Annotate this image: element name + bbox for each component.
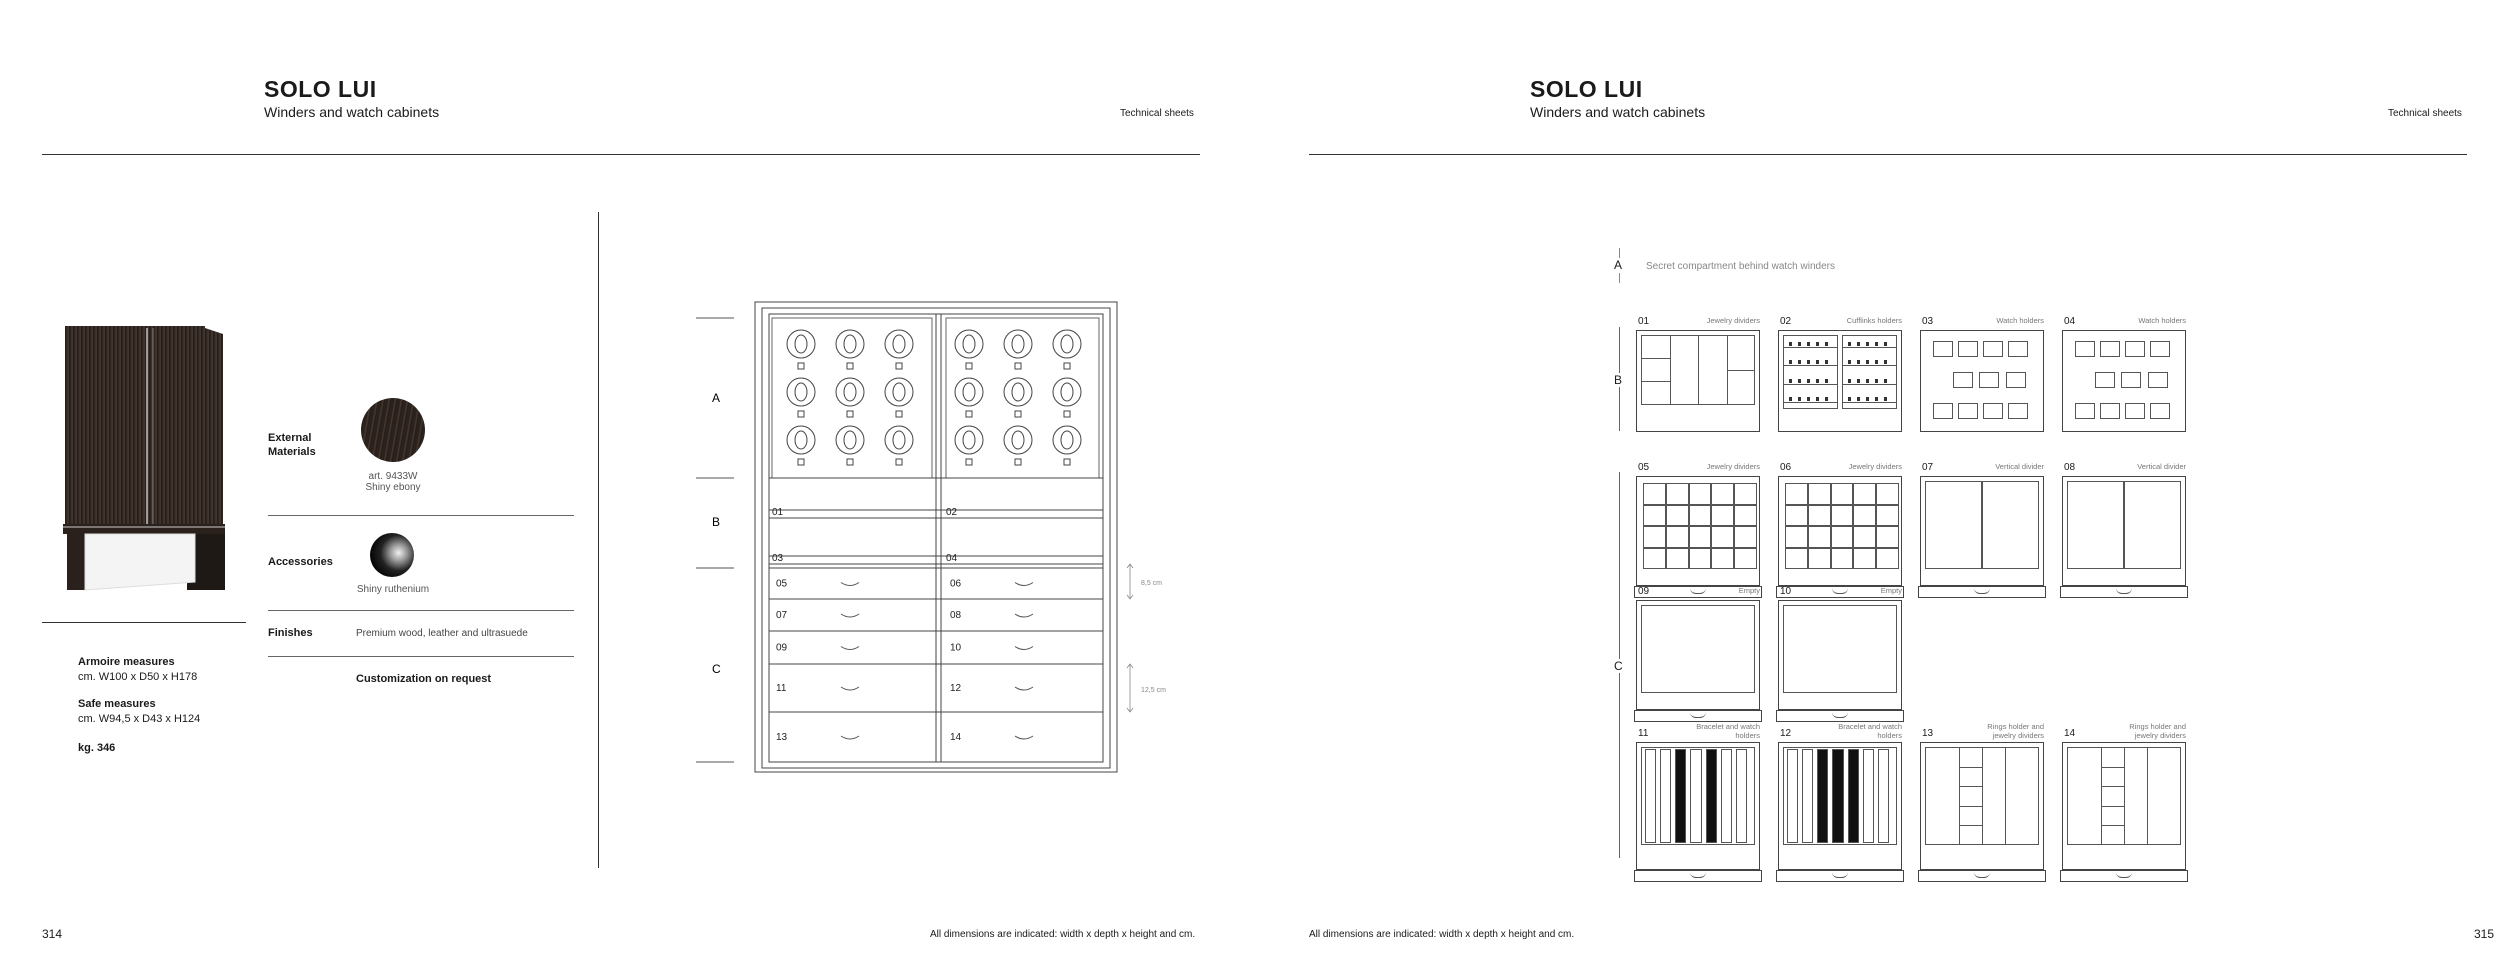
winder-button xyxy=(847,459,853,465)
drawer-label: 03 xyxy=(772,553,784,564)
drawer-label: 09 xyxy=(776,642,788,654)
drawer-handle xyxy=(1015,687,1033,690)
module-number: 12 xyxy=(1780,728,1792,739)
module-number: 02 xyxy=(1780,316,1792,327)
drawer-label: 10 xyxy=(950,642,962,654)
drawer-label: 11 xyxy=(776,683,787,694)
module-number: 10 xyxy=(1780,586,1792,597)
winder-button xyxy=(1015,411,1021,417)
watch-winder xyxy=(1053,378,1081,406)
watch-winder xyxy=(1004,378,1032,406)
winder-cushion xyxy=(893,383,905,401)
watch-winder xyxy=(836,330,864,358)
watch-winder xyxy=(1004,330,1032,358)
left-footer-note: All dimensions are indicated: width x depth x height and cm. xyxy=(930,929,1196,940)
left-page-title: SOLO LUI xyxy=(264,76,377,102)
module-10 xyxy=(1778,586,1902,734)
watch-winder xyxy=(787,378,815,406)
winder-button xyxy=(1015,363,1021,369)
module-name: Vertical divider xyxy=(2137,462,2186,471)
right-section-label: Technical sheets xyxy=(2388,108,2462,119)
winder-cushion xyxy=(893,431,905,449)
winder-button xyxy=(1015,459,1021,465)
elevation-zone-b: B xyxy=(712,515,721,529)
module-08 xyxy=(2062,462,2186,610)
cabinet-elevation xyxy=(690,296,1210,786)
left-header-rule xyxy=(42,154,1200,155)
module-number: 14 xyxy=(2064,728,2076,739)
module-02 xyxy=(1778,316,1902,456)
secret-compartment-text: Secret compartment behind watch winders xyxy=(1646,261,1835,272)
winder-cushion xyxy=(1012,383,1024,401)
spec-divider-1 xyxy=(268,515,574,516)
drawer-handle xyxy=(841,583,859,586)
winder-button xyxy=(896,411,902,417)
module-01 xyxy=(1636,316,1760,456)
module-name: Rings holder and jewelry dividers xyxy=(1987,722,2044,740)
module-name: Watch holders xyxy=(1996,316,2044,325)
drawer-handle xyxy=(1015,614,1033,617)
module-name: Empty xyxy=(1738,586,1760,595)
watch-winder xyxy=(885,330,913,358)
winder-button xyxy=(966,411,972,417)
watch-winder xyxy=(787,426,815,454)
module-number: 06 xyxy=(1780,462,1792,473)
watch-winder xyxy=(885,378,913,406)
right-page-number: 315 xyxy=(2474,927,2495,941)
module-09 xyxy=(1636,586,1760,734)
watch-winder xyxy=(955,378,983,406)
watch-winder xyxy=(836,378,864,406)
module-03 xyxy=(1920,316,2044,456)
photo-divider xyxy=(42,622,246,623)
watch-winder xyxy=(1053,426,1081,454)
module-number: 05 xyxy=(1638,462,1650,473)
drawer-handle xyxy=(1015,647,1033,650)
left-page-number: 314 xyxy=(42,927,63,941)
module-name: Jewelry dividers xyxy=(1848,462,1902,471)
drawer-handle xyxy=(841,614,859,617)
winder-cushion xyxy=(1012,431,1024,449)
drawer-label: 05 xyxy=(776,578,788,590)
left-page-subtitle: Winders and watch cabinets xyxy=(264,104,440,120)
module-number: 07 xyxy=(1922,462,1934,473)
module-name: Bracelet and watch holders xyxy=(1696,722,1760,740)
material-code: art. 9433W xyxy=(368,471,418,482)
left-section-label: Technical sheets xyxy=(1120,108,1194,119)
winder-button xyxy=(798,459,804,465)
winder-cushion xyxy=(795,431,807,449)
winder-cushion xyxy=(963,431,975,449)
winder-cushion xyxy=(795,335,807,353)
ebony-swatch xyxy=(361,398,425,462)
accessory-name: Shiny ruthenium xyxy=(356,584,430,595)
right-page-title: SOLO LUI xyxy=(1530,76,1643,102)
winder-button xyxy=(798,363,804,369)
winder-button xyxy=(847,411,853,417)
winder-cushion xyxy=(844,335,856,353)
elevation-zone-c: C xyxy=(712,662,721,676)
finishes-label: Finishes xyxy=(268,627,313,639)
drawer-label: 07 xyxy=(776,610,788,621)
watch-winder xyxy=(955,330,983,358)
drawer-handle xyxy=(1015,583,1033,586)
module-name: Bracelet and watch holders xyxy=(1838,722,1902,740)
zone-a-tick-bottom xyxy=(1619,273,1620,283)
watch-winder xyxy=(1053,330,1081,358)
module-number: 11 xyxy=(1638,728,1649,739)
accessories-label: Accessories xyxy=(268,556,333,568)
winder-button xyxy=(966,459,972,465)
right-page-subtitle: Winders and watch cabinets xyxy=(1530,104,1706,120)
spec-divider-3 xyxy=(268,656,574,657)
dim-large: 12,5 cm xyxy=(1141,687,1166,694)
winder-cushion xyxy=(844,431,856,449)
drawer-label: 01 xyxy=(772,507,784,518)
module-04 xyxy=(2062,316,2186,456)
right-header-rule xyxy=(1309,154,2467,155)
module-name: Jewelry dividers xyxy=(1706,316,1760,325)
watch-winder xyxy=(1004,426,1032,454)
module-number: 03 xyxy=(1922,316,1934,327)
module-13 xyxy=(1920,722,2044,894)
winder-button xyxy=(798,411,804,417)
module-number: 01 xyxy=(1638,316,1650,327)
module-07 xyxy=(1920,462,2044,610)
drawer-label: 06 xyxy=(950,578,962,590)
module-name: Jewelry dividers xyxy=(1706,462,1760,471)
winder-button xyxy=(896,459,902,465)
winder-button xyxy=(896,363,902,369)
cabinet-photo xyxy=(55,320,235,596)
module-name: Empty xyxy=(1880,586,1902,595)
module-14 xyxy=(2062,722,2186,894)
finishes-value: Premium wood, leather and ultrasuede xyxy=(356,628,528,639)
drawer-label: 08 xyxy=(950,610,962,621)
dim-small: 8,5 cm xyxy=(1141,580,1163,587)
watch-winder xyxy=(787,330,815,358)
drawer-label: 02 xyxy=(946,507,958,518)
winder-cushion xyxy=(795,383,807,401)
winder-button xyxy=(1064,363,1070,369)
watch-winder xyxy=(885,426,913,454)
elevation-zone-a: A xyxy=(712,391,721,405)
spec-divider-2 xyxy=(268,610,574,611)
drawer-label: 13 xyxy=(776,732,788,743)
weight-value: kg. 346 xyxy=(78,742,116,754)
safe-label: Safe measures xyxy=(78,698,156,710)
drawer-handle xyxy=(841,736,859,739)
legend-zone-a: A xyxy=(1614,258,1623,272)
watch-winder xyxy=(955,426,983,454)
module-12 xyxy=(1778,722,1902,894)
winder-button xyxy=(847,363,853,369)
external-materials-label: External Materials xyxy=(268,432,316,458)
right-footer-note: All dimensions are indicated: width x depth x height and cm. xyxy=(1309,929,1575,940)
module-number: 04 xyxy=(2064,316,2076,327)
winder-cushion xyxy=(1061,431,1073,449)
module-name: Watch holders xyxy=(2138,316,2186,325)
winder-cushion xyxy=(1061,335,1073,353)
armoire-label: Armoire measures xyxy=(78,656,175,668)
zone-a-tick-top xyxy=(1619,248,1620,258)
module-name: Rings holder and jewelry dividers xyxy=(2129,722,2186,740)
module-name: Vertical divider xyxy=(1995,462,2044,471)
module-11 xyxy=(1636,722,1760,894)
winder-button xyxy=(966,363,972,369)
module-number: 09 xyxy=(1638,586,1650,597)
legend-zone-b: B xyxy=(1614,373,1623,387)
winder-button xyxy=(1064,411,1070,417)
safe-value: cm. W94,5 x D43 x H124 xyxy=(78,713,201,725)
drawer-handle xyxy=(841,647,859,650)
armoire-value: cm. W100 x D50 x H178 xyxy=(78,671,198,683)
drawer-label: 12 xyxy=(950,683,962,694)
drawer-label: 04 xyxy=(946,553,958,564)
ruthenium-swatch xyxy=(370,533,414,577)
winder-cushion xyxy=(844,383,856,401)
material-name: Shiny ebony xyxy=(365,482,421,493)
module-number: 13 xyxy=(1922,728,1934,739)
drawer-label: 14 xyxy=(950,732,962,743)
winder-cushion xyxy=(963,383,975,401)
winder-cushion xyxy=(1012,335,1024,353)
watch-winder xyxy=(836,426,864,454)
winder-cushion xyxy=(963,335,975,353)
module-name: Cufflinks holders xyxy=(1846,316,1902,325)
winder-cushion xyxy=(893,335,905,353)
customization-note: Customization on request xyxy=(356,673,492,685)
legend-zone-c: C xyxy=(1614,659,1623,673)
winder-cushion xyxy=(1061,383,1073,401)
drawer-handle xyxy=(841,687,859,690)
module-number: 08 xyxy=(2064,462,2076,473)
drawer-handle xyxy=(1015,736,1033,739)
winder-button xyxy=(1064,459,1070,465)
left-vertical-divider xyxy=(598,212,599,868)
